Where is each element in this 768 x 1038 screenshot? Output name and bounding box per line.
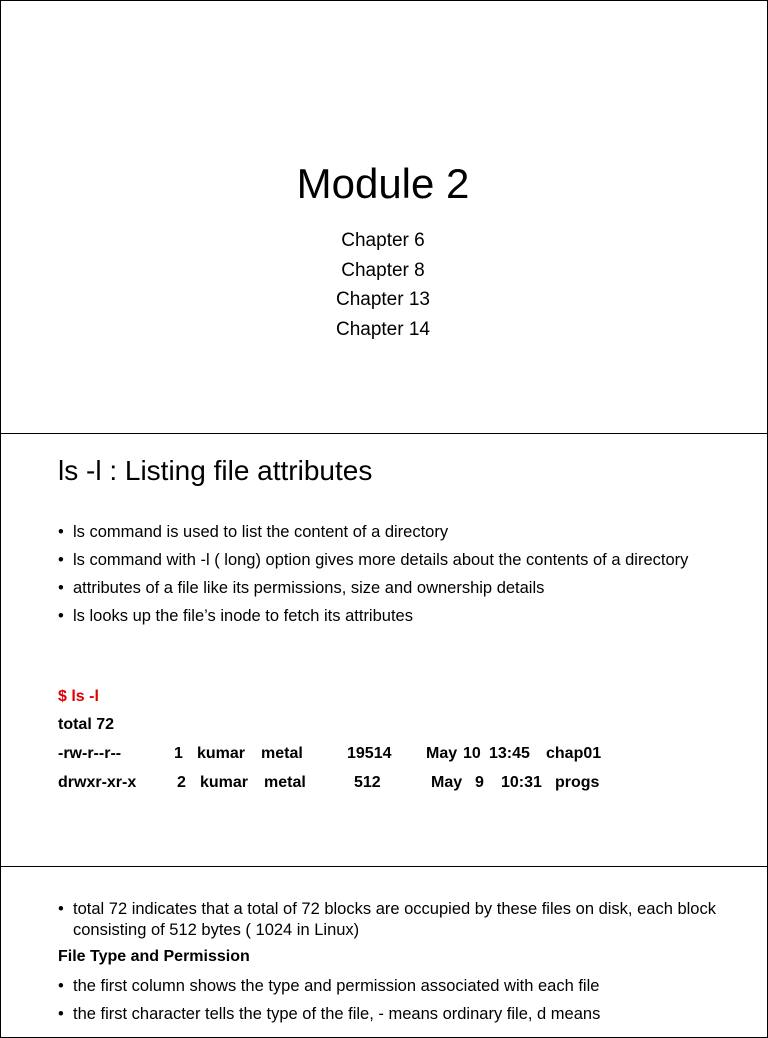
bullet-item: • total 72 indicates that a total of 72 blocks are occupied by these files on disk, each block consisting of 512 bytes ( 1024 in Linux)	[58, 899, 718, 941]
filename-cell: progs	[555, 774, 600, 791]
time-cell: 10:31	[501, 774, 542, 791]
command-prompt: $ ls -l	[58, 688, 99, 705]
perms-cell: -rw-r--r--	[58, 745, 122, 762]
bullet-item: • ls command is used to list the content of a directory	[58, 522, 698, 543]
size-cell: 512	[354, 774, 381, 791]
bullet-list	[58, 522, 698, 634]
links-cell: 2	[177, 774, 186, 791]
chapter-item: Chapter 14	[335, 318, 430, 340]
bullet-item: • ls looks up the file’s inode to fetch its attributes	[58, 606, 698, 627]
chapter-item: Chapter 8	[341, 259, 425, 281]
group-cell: metal	[261, 745, 303, 762]
slide-module-title	[0, 0, 768, 434]
bullet-item: • the first character tells the type of the file, - means ordinary file, d means	[58, 1004, 718, 1025]
chapter-item: Chapter 6	[341, 230, 425, 251]
chapter-item: Chapter 13	[335, 289, 430, 310]
links-cell: 1	[174, 745, 183, 762]
day-cell: 10	[463, 745, 481, 762]
owner-cell: kumar	[197, 745, 246, 762]
owner-cell: kumar	[200, 774, 249, 791]
slide-ls-listing	[0, 433, 768, 867]
bullet-item: • the first column shows the type and permission associated with each file	[58, 976, 718, 997]
bullet-item: • attributes of a file like its permissions, size and ownership details	[58, 578, 698, 599]
time-cell: 13:45	[489, 745, 530, 762]
day-cell: 9	[475, 774, 484, 791]
size-cell: 19514	[347, 745, 392, 762]
month-cell: May	[431, 774, 463, 791]
total-line: total 72	[58, 716, 115, 733]
chapter-list	[0, 226, 766, 344]
filename-cell: chap01	[546, 745, 602, 762]
bullet-list	[58, 899, 718, 941]
slide-title: ls -l : Listing file attributes	[58, 455, 373, 486]
bullet-item: • ls command with -l ( long) option gives more details about the contents of a directory	[58, 550, 698, 571]
group-cell: metal	[264, 774, 306, 791]
module-title: Module 2	[296, 160, 470, 207]
section-heading: File Type and Permission	[58, 948, 250, 965]
perms-cell: drwxr-xr-x	[58, 774, 137, 791]
month-cell: May	[426, 745, 458, 762]
